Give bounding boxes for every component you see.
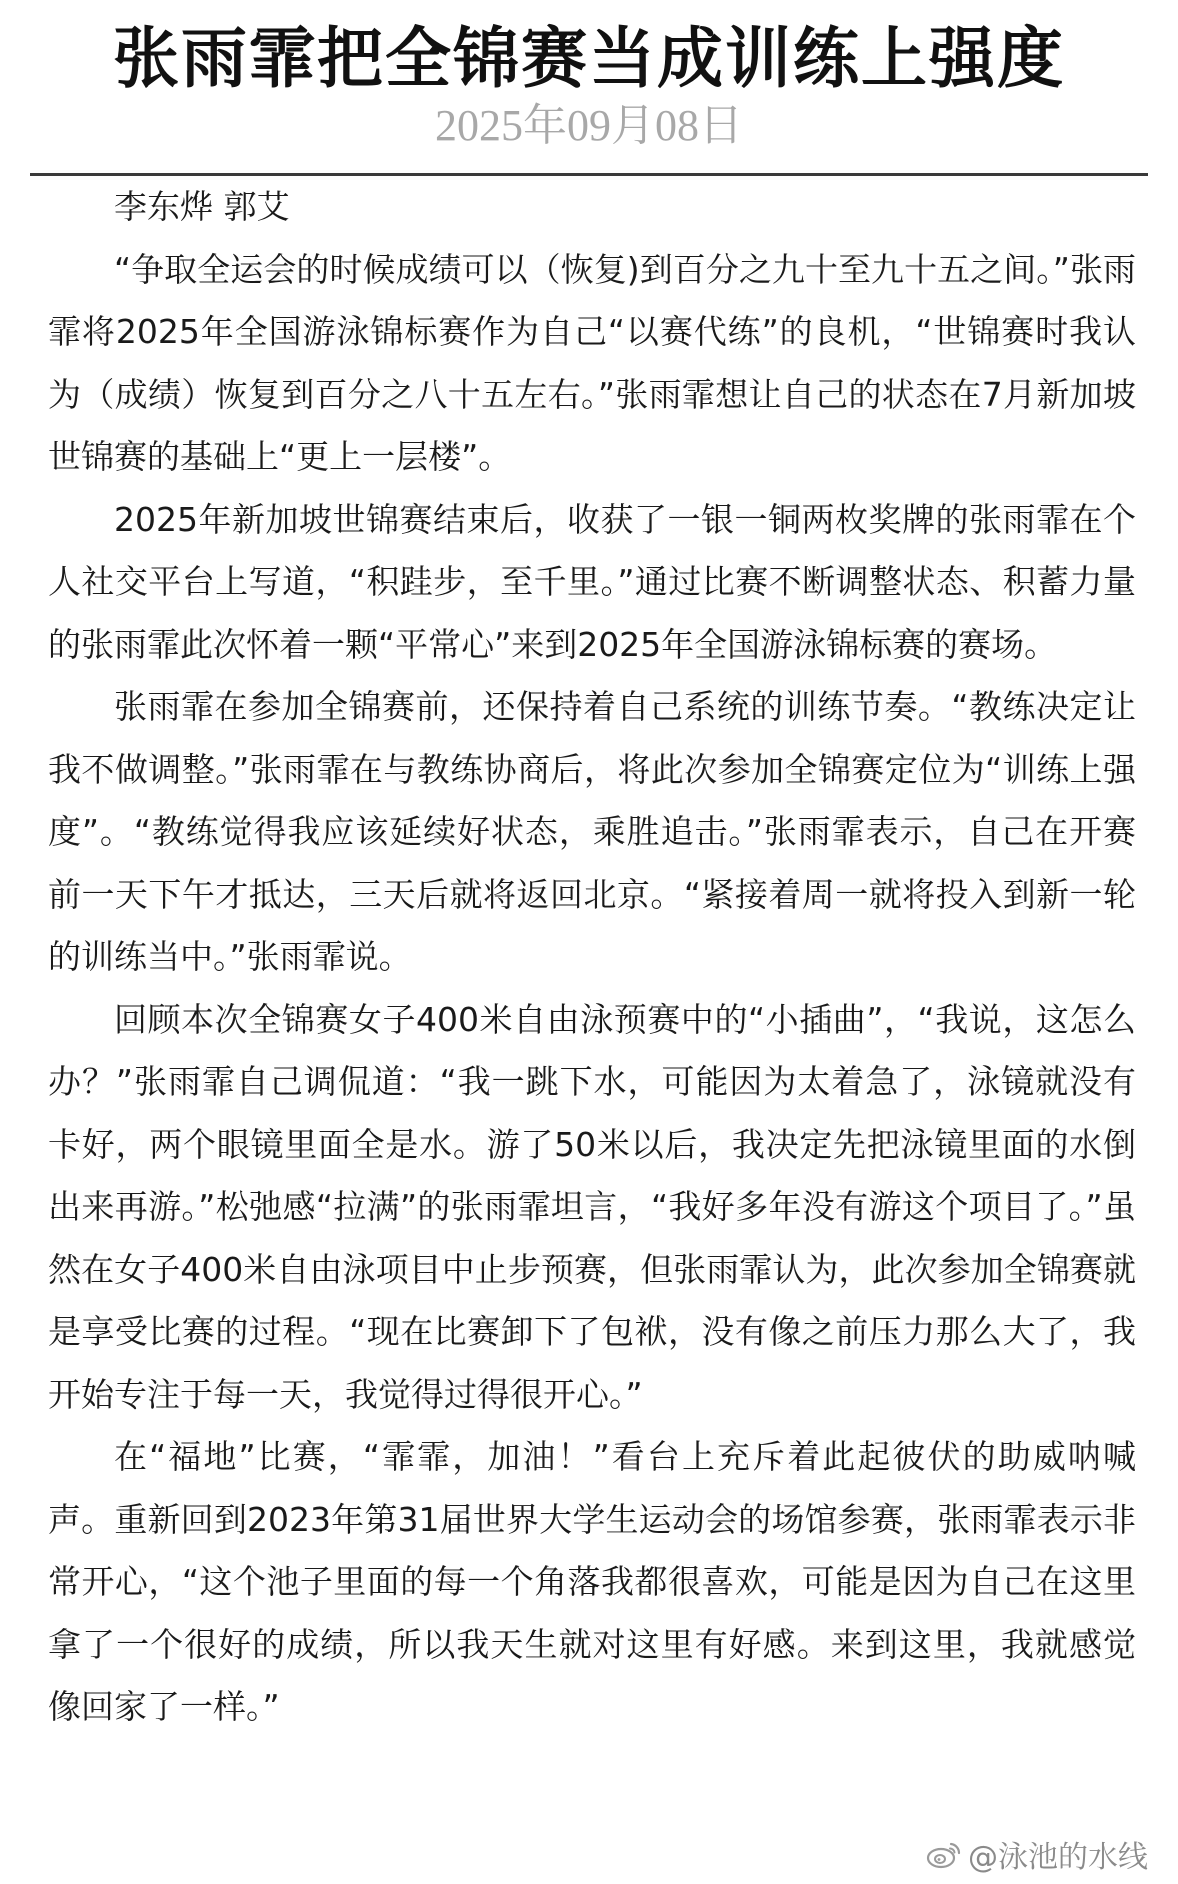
publish-date: 2025年09月08日 — [435, 101, 743, 150]
paragraph: 2025年新加坡世锦赛结束后，收获了一银一铜两枚奖牌的张雨霏在个人社交平台上写道，“积跬步，至千里。”通过比赛不断调整状态、积蓄力量的张雨霏此次怀着一颗“平常心”来到2025年全国游泳锦标赛的赛场。 — [48, 499, 1136, 664]
watermark-text: @泳池的水线 — [968, 1840, 1148, 1875]
paragraph: “争取全运会的时候成绩可以（恢复)到百分之九十至九十五之间。”张雨霏将2025年全国游泳锦标赛作为自己“以赛代练”的良机，“世锦赛时我认为（成绩）恢复到百分之八十五左右。”张雨霏想让自己的状态在7月新加坡世锦赛的基础上“更上一层楼”。 — [48, 249, 1136, 476]
watermark — [926, 1832, 1148, 1876]
weibo-icon — [926, 1839, 962, 1869]
byline: 李东烨 郭艾 — [114, 187, 290, 226]
headline: 张雨霏把全锦赛当成训练上强度 — [113, 20, 1065, 97]
paragraph: 在“福地”比赛，“霏霏，加油！”看台上充斥着此起彼伏的助威呐喊声。重新回到2023年第31届世界大学生运动会的场馆参赛，张雨霏表示非常开心，“这个池子里面的每一个角落我都很喜欢，可能是因为自己在这里拿了一个很好的成绩，所以我天生就对这里有好感。来到这里，我就感觉像回家了一样。” — [48, 1437, 1136, 1726]
paragraph: 回顾本次全锦赛女子400米自由泳预赛中的“小插曲”，“我说，这怎么办？”张雨霏自己调侃道：“我一跳下水，可能因为太着急了，泳镜就没有卡好，两个眼镜里面全是水。游了50米以后，我决定先把泳镜里面的水倒出来再游。”松弛感“拉满”的张雨霏坦言，“我好多年没有游这个项目了。”虽然在女子400米自由泳项目中止步预赛，但张雨霏认为，此次参加全锦赛就是享受比赛的过程。“现在比赛卸下了包袱，没有像之前压力那么大了，我开始专注于每一天，我觉得过得很开心。” — [48, 999, 1136, 1414]
paragraph: 张雨霏在参加全锦赛前，还保持着自己系统的训练节奏。“教练决定让我不做调整。”张雨霏在与教练协商后，将此次参加全锦赛定位为“训练上强度”。“教练觉得我应该延续好状态，乘胜追击。”张雨霏表示，自己在开赛前一天下午才抵达，三天后就将返回北京。“紧接着周一就将投入到新一轮的训练当中。”张雨霏说。 — [48, 687, 1136, 976]
article-body — [48, 176, 1136, 1739]
